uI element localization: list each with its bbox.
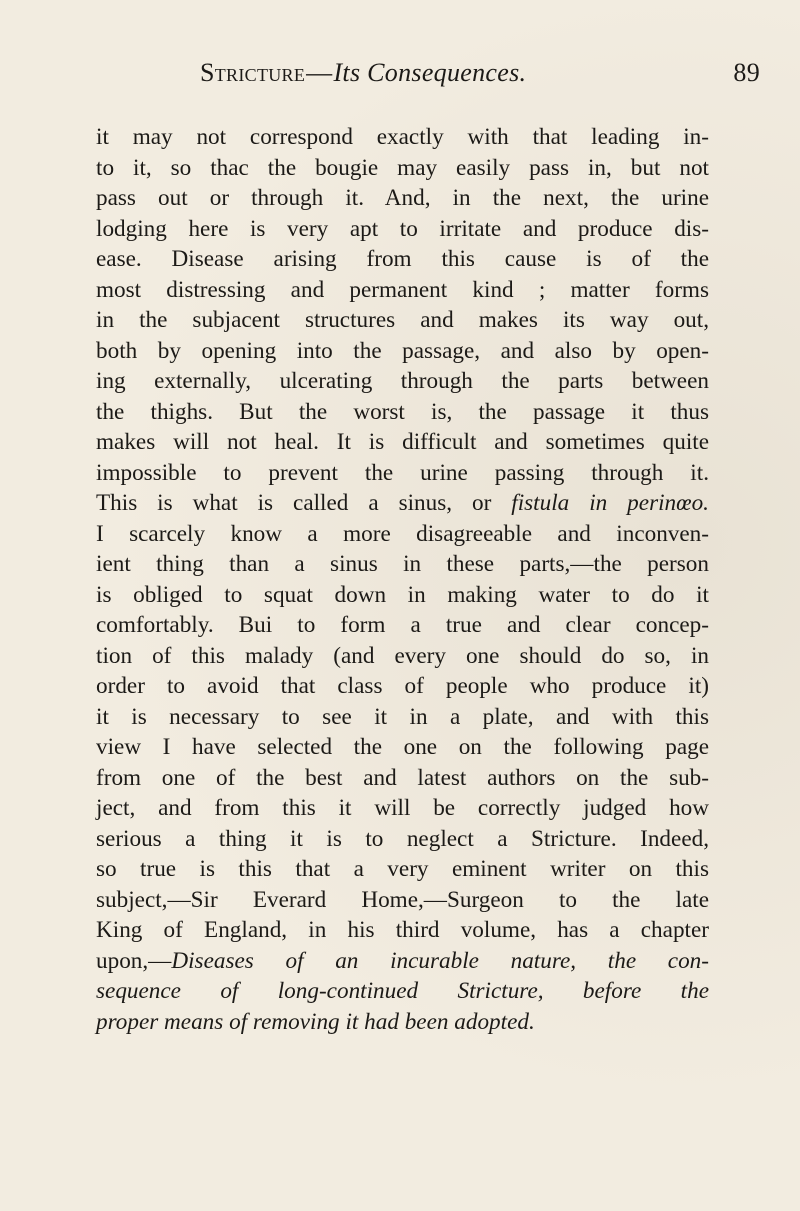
running-title-subtitle: Its Consequences. bbox=[333, 58, 527, 87]
text-line bbox=[96, 397, 709, 428]
text-segment: both by opening into the passage, and also by open- bbox=[96, 337, 709, 364]
text-segment: it is necessary to see it in a plate, and with this bbox=[96, 703, 709, 730]
text-segment: comfortably. Bui to form a true and clear concep- bbox=[96, 612, 709, 638]
text-segment: is obliged to squat down in making water to do it bbox=[96, 581, 709, 608]
text-line bbox=[96, 549, 709, 580]
text-segment: I scarcely know a more disagreeable and inconven- bbox=[96, 520, 709, 547]
running-title bbox=[200, 58, 526, 88]
text-segment: ease. Disease arising from this cause is of the bbox=[96, 246, 709, 272]
italic-text: proper means of removing it had been adopted. bbox=[96, 1008, 535, 1035]
text-line bbox=[96, 580, 709, 611]
text-line bbox=[96, 366, 709, 397]
text-segment: lodging here is very apt to irritate and produce dis- bbox=[96, 215, 709, 242]
italic-text: Diseases of an incurable nature, the con- bbox=[171, 947, 709, 974]
text-line bbox=[96, 183, 709, 214]
text-segment: order to avoid that class of people who produce it) bbox=[96, 673, 709, 699]
text-line bbox=[96, 214, 709, 245]
text-segment: King of England, in his third volume, has a chapter bbox=[96, 917, 709, 943]
text-line bbox=[96, 854, 709, 885]
text-line bbox=[96, 122, 709, 153]
text-line bbox=[96, 793, 709, 824]
text-line bbox=[96, 915, 709, 946]
text-line bbox=[96, 610, 709, 641]
text-line bbox=[96, 641, 709, 672]
text-segment: upon,— bbox=[96, 947, 172, 974]
italic-text: sequence of long-continued Stricture, before the bbox=[96, 978, 709, 1004]
text-line bbox=[96, 824, 709, 855]
text-segment: from one of the best and latest authors on the sub- bbox=[96, 764, 709, 791]
running-title-main: Stricture bbox=[200, 58, 306, 87]
text-line bbox=[96, 305, 709, 336]
text-segment: ient thing than a sinus in these parts,—the person bbox=[96, 551, 709, 577]
text-line bbox=[96, 976, 709, 1007]
text-line bbox=[96, 702, 709, 733]
text-segment: ing externally, ulcerating through the parts between bbox=[96, 368, 709, 394]
text-line bbox=[96, 488, 709, 519]
text-line bbox=[96, 763, 709, 794]
text-line bbox=[96, 458, 709, 489]
italic-text: fistula in perinœo. bbox=[511, 490, 709, 516]
body-text bbox=[96, 122, 709, 1037]
text-segment: pass out or through it. And, in the next, the urine bbox=[96, 185, 709, 211]
text-segment: subject,—Sir Everard Home,—Surgeon to the late bbox=[96, 886, 709, 913]
text-line bbox=[96, 671, 709, 702]
text-segment: in the subjacent structures and makes its way out, bbox=[96, 307, 709, 333]
text-segment: This is what is called a sinus, or bbox=[96, 490, 512, 516]
text-line bbox=[96, 946, 709, 977]
text-line bbox=[96, 885, 709, 916]
text-line bbox=[96, 732, 709, 763]
text-segment: makes will not heal. It is difficult and sometimes quite bbox=[96, 429, 709, 455]
text-segment: view I have selected the one on the following page bbox=[96, 734, 709, 760]
text-line bbox=[96, 275, 709, 306]
text-segment: so true is this that a very eminent writer on this bbox=[96, 856, 709, 882]
text-segment: impossible to prevent the urine passing through it. bbox=[96, 459, 709, 486]
text-segment: tion of this malady (and every one should do so, in bbox=[96, 642, 709, 669]
text-segment: it may not correspond exactly with that leading in- bbox=[96, 124, 709, 150]
running-header bbox=[200, 58, 760, 98]
text-segment: serious a thing it is to neglect a Stricture. Indeed, bbox=[96, 825, 709, 852]
text-segment: the thighs. But the worst is, the passage it thus bbox=[96, 398, 709, 425]
text-line bbox=[96, 336, 709, 367]
running-title-dash: — bbox=[306, 58, 333, 87]
text-segment: to it, so thac the bougie may easily pass in, but not bbox=[96, 154, 709, 181]
text-segment: most distressing and permanent kind ; matter forms bbox=[96, 276, 709, 303]
text-line bbox=[96, 153, 709, 184]
text-line bbox=[96, 427, 709, 458]
page-number: 89 bbox=[733, 58, 760, 87]
text-segment: ject, and from this it will be correctly judged how bbox=[96, 795, 709, 821]
text-line bbox=[96, 519, 709, 550]
text-line bbox=[96, 244, 709, 275]
text-line bbox=[96, 1007, 709, 1038]
